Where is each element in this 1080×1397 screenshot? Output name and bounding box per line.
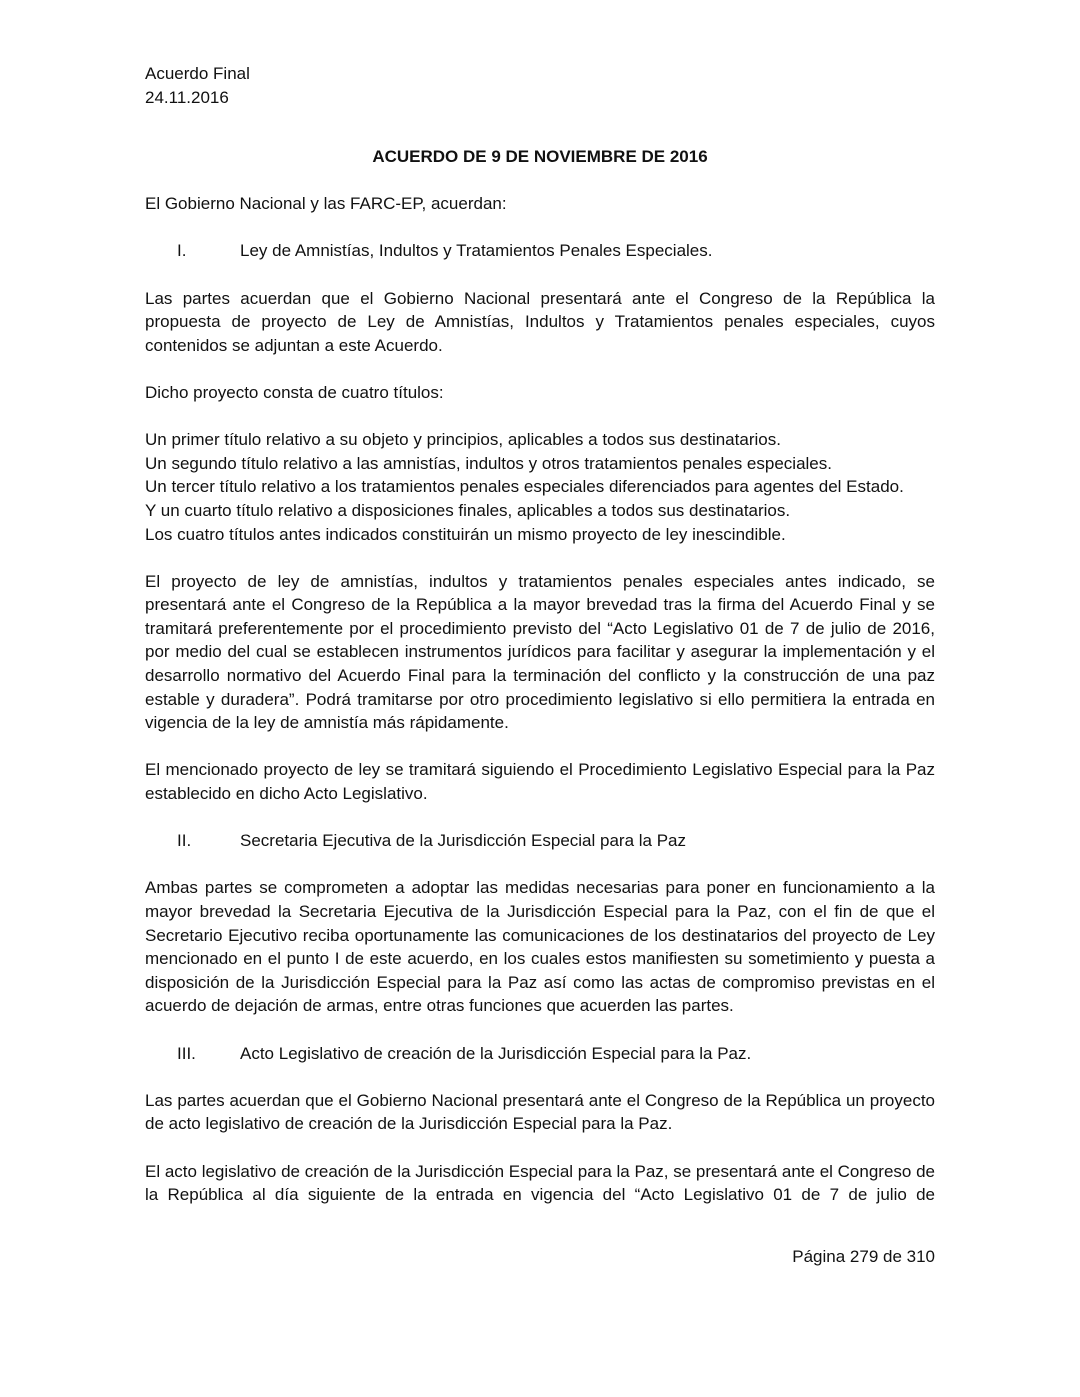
section-number: III. [177, 1043, 196, 1063]
header-date: 24.11.2016 [145, 88, 229, 107]
section-heading-2 [145, 829, 935, 853]
titles-list [145, 428, 935, 546]
section-heading-1 [145, 239, 935, 263]
list-item: Y un cuarto título relativo a disposiciones finales, aplicables a todos sus destinatarios. [145, 500, 791, 520]
document-header [145, 62, 250, 110]
agreement-title: ACUERDO DE 9 DE NOVIEMBRE DE 2016 [372, 147, 708, 166]
list-item: Un segundo título relativo a las amnistías, indultos y otros tratamientos penales especiales. [145, 453, 832, 473]
section-number: II. [177, 831, 192, 851]
paragraph: El mencionado proyecto de ley se tramitará siguiendo el Procedimiento Legislativo Especial para la Paz establecido en dicho Acto Legislativo. [145, 760, 935, 804]
document-body [145, 145, 935, 1207]
header-title: Acuerdo Final [145, 64, 250, 83]
page-number: Página 279 de 310 [792, 1247, 935, 1266]
paragraph: Dicho proyecto consta de cuatro títulos: [145, 382, 444, 402]
paragraph: El acto legislativo de creación de la Jurisdicción Especial para la Paz, se presentará ante el Congreso de la República al día siguiente de la entrada en vigencia del “Acto Legislativo 01 de 7 de julio de [145, 1161, 936, 1205]
list-item: Los cuatro títulos antes indicados constituirán un mismo proyecto de ley inescindible. [145, 524, 786, 544]
list-item: Un tercer título relativo a los tratamientos penales especiales diferenciados para agentes del Estado. [145, 477, 904, 497]
paragraph: El proyecto de ley de amnistías, indultos y tratamientos penales especiales antes indicado, se presentará ante el Congreso de la República a la mayor brevedad tras la firma del Acuerdo Final y se tramitará preferentemente por el procedimiento previsto del “Acto Legislativo 01 de 7 de julio de 2016, por medio del cual se establecen instrumentos jurídicos para facilitar y asegurar la implementación y el desarrollo normativo del Acuerdo Final para la terminación del conflicto y la construcción de una paz estable y duradera”. Podrá tramitarse por otro procedimiento legislativo si ello permitiera la entrada en vigencia de la ley de amnistía más rápidamente. [145, 571, 935, 733]
intro-paragraph: El Gobierno Nacional y las FARC-EP, acuerdan: [145, 194, 507, 214]
paragraph: Las partes acuerdan que el Gobierno Nacional presentará ante el Congreso de la República la propuesta de proyecto de Ley de Amnistías, Indultos y Tratamientos penales especiales, cuyos contenidos se adjuntan a este Acuerdo. [145, 288, 935, 355]
section-heading-3 [145, 1042, 935, 1066]
section-title: Secretaria Ejecutiva de la Jurisdicción Especial para la Paz [240, 831, 687, 851]
paragraph: Ambas partes se comprometen a adoptar las medidas necesarias para poner en funcionamiento a la mayor brevedad la Secretaria Ejecutiva de la Jurisdicción Especial para la Paz, con el fin de que el Secretario Ejecutivo reciba oportunamente las comunicaciones de los destinatarios del proyecto de Ley mencionado en el punto I de este acuerdo, en los cuales estos manifiesten su sometimiento y puesta a disposición de la Jurisdicción Especial para la Paz así como las actas de compromiso previstas en el acuerdo de dejación de armas, entre otras funciones que acuerden las partes. [145, 878, 935, 1016]
paragraph: Las partes acuerdan que el Gobierno Nacional presentará ante el Congreso de la República un proyecto de acto legislativo de creación de la Jurisdicción Especial para la Paz. [145, 1090, 935, 1134]
section-number: I. [177, 241, 187, 261]
section-title: Acto Legislativo de creación de la Jurisdicción Especial para la Paz. [240, 1043, 752, 1063]
section-title: Ley de Amnistías, Indultos y Tratamientos Penales Especiales. [240, 241, 713, 261]
list-item: Un primer título relativo a su objeto y principios, aplicables a todos sus destinatarios. [145, 430, 781, 450]
